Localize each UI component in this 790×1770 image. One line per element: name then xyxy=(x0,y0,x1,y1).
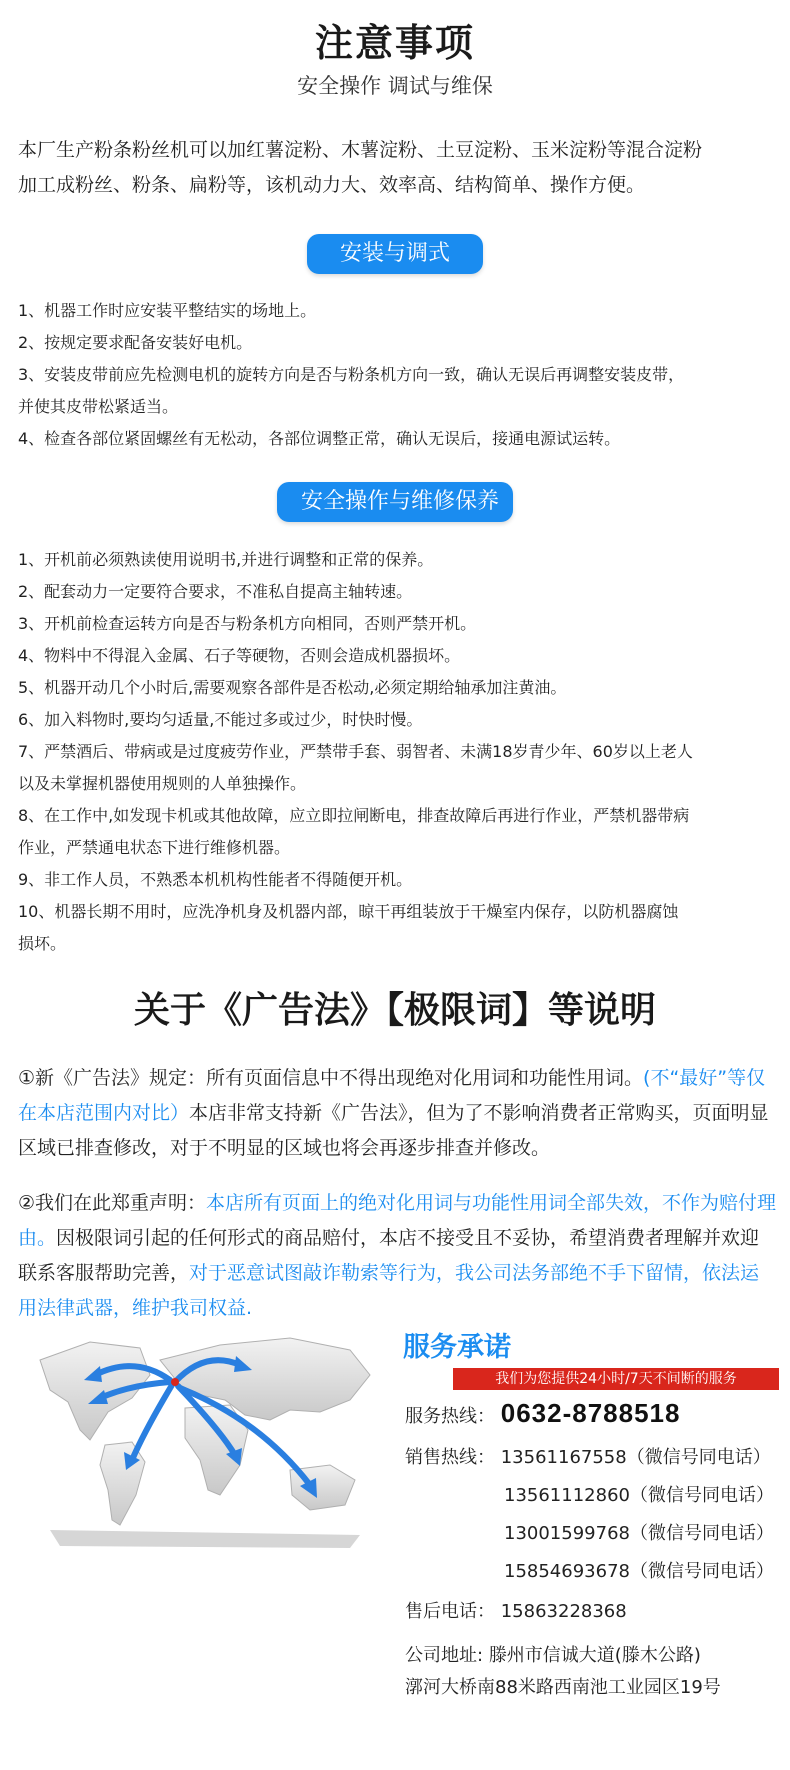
list-item: 1、开机前必须熟读使用说明书,并进行调整和正常的保养。 xyxy=(18,550,434,569)
hotline-value[interactable]: 0632-8788518 xyxy=(500,1398,681,1428)
sales-phone[interactable]: 13561112860（微信号同电话） xyxy=(504,1485,774,1506)
adlaw-text: ①新《广告法》规定：所有页面信息中不得出现绝对化用词和功能性用词。 xyxy=(18,1067,644,1089)
aftersale-label: 售后电话： xyxy=(405,1601,495,1622)
list-item: 7、严禁酒后、带病或是过度疲劳作业，严禁带手套、弱智者、未满18岁青少年、60岁以上老人 xyxy=(18,742,693,761)
list-item: 10、机器长期不用时，应洗净机身及机器内部，晾干再组装放于干燥室内保存，以防机器腐蚀 xyxy=(18,902,679,921)
list-item: 2、配套动力一定要符合要求，不准私自提高主轴转速。 xyxy=(18,582,413,601)
intro-line: 本厂生产粉条粉丝机可以加红薯淀粉、木薯淀粉、土豆淀粉、玉米淀粉等混合淀粉 xyxy=(18,139,703,161)
safety-heading-pill: 安全操作与维修保养 xyxy=(277,482,513,522)
list-item: 4、物料中不得混入金属、石子等硬物，否则会造成机器损坏。 xyxy=(18,646,461,665)
install-heading-pill: 安装与调式 xyxy=(307,234,483,274)
page-subtitle: 安全操作 调试与维保 xyxy=(297,74,493,98)
sales-phone[interactable]: 13561167558（微信号同电话） xyxy=(500,1447,771,1468)
list-item: 作业，严禁通电状态下进行维修机器。 xyxy=(18,838,291,857)
adlaw-title: 关于《广告法》【极限词】等说明 xyxy=(133,990,656,1031)
list-item: 2、按规定要求配备安装好电机。 xyxy=(18,333,253,352)
list-item: 9、非工作人员，不熟悉本机机构性能者不得随便开机。 xyxy=(18,870,413,889)
sales-label: 销售热线： xyxy=(405,1447,495,1468)
adlaw-text: 因极限词引起的任何形式的商品赔付，本店不接受且不妥协，希望消费者理解并欢迎联系客服帮助完善， xyxy=(18,1227,760,1284)
list-item: 3、开机前检查运转方向是否与粉条机方向相同，否则严禁开机。 xyxy=(18,614,477,633)
sales-row xyxy=(504,1557,774,1583)
address-row xyxy=(405,1641,701,1667)
aftersale-row xyxy=(405,1597,627,1623)
hotline-label: 服务热线： xyxy=(405,1406,495,1427)
adlaw-text: 本店非常支持新《广告法》，但为了不影响消费者正常购买，页面明显区域已排查修改，对于不明显的区域也将会再逐步排查并修改。 xyxy=(18,1102,769,1159)
list-item: 损坏。 xyxy=(18,934,67,953)
list-item: 4、检查各部位紧固螺丝有无松动，各部位调整正常，确认无误后，接通电源试运转。 xyxy=(18,429,621,448)
sales-row xyxy=(405,1443,771,1469)
intro-text xyxy=(18,133,778,203)
address-label: 公司地址: xyxy=(405,1645,484,1666)
list-item: 以及未掌握机器使用规则的人单独操作。 xyxy=(18,774,307,793)
page-title: 注意事项 xyxy=(314,21,475,65)
address-row xyxy=(405,1673,721,1699)
adlaw-text: ②我们在此郑重声明： xyxy=(18,1192,207,1214)
adlaw-paragraph-2 xyxy=(18,1186,778,1326)
sales-row xyxy=(504,1481,774,1507)
service-banner: 我们为您提供24小时/7天不间断的服务 xyxy=(453,1368,779,1390)
list-item: 1、机器工作时应安装平整结实的场地上。 xyxy=(18,301,317,320)
list-item: 并使其皮带松紧适当。 xyxy=(18,397,179,416)
adlaw-highlight: 本店所有页面上的绝对化用词与功能性用词全部失效，不作为赔付理由。 xyxy=(18,1192,777,1249)
aftersale-phone[interactable]: 15863228368 xyxy=(500,1601,627,1622)
sales-phone[interactable]: 13001599768（微信号同电话） xyxy=(504,1523,774,1544)
safety-list xyxy=(18,544,778,960)
install-list xyxy=(18,295,778,455)
adlaw-highlight: 对于恶意试图敲诈勒索等行为，我公司法务部绝不手下留情，依法运用法律武器，维护我司权益. xyxy=(18,1262,760,1319)
sales-row xyxy=(504,1519,774,1545)
address-line: 滕州市信诚大道(滕木公路) xyxy=(488,1645,701,1666)
adlaw-highlight: (不“最好”等仅在本店范围内对比） xyxy=(18,1067,766,1124)
adlaw-paragraph-1 xyxy=(18,1061,778,1166)
list-item: 8、在工作中,如发现卡机或其他故障，应立即拉闸断电，排查故障后再进行作业，严禁机器带病 xyxy=(18,806,690,825)
list-item: 3、安装皮带前应先检测电机的旋转方向是否与粉条机方向一致，确认无误后再调整安装皮带， xyxy=(18,365,685,384)
intro-line: 加工成粉丝、粉条、扁粉等，该机动力大、效率高、结构简单、操作方便。 xyxy=(18,174,646,196)
list-item: 6、加入料物时,要均匀适量,不能过多或过少，时快时慢。 xyxy=(18,710,423,729)
list-item: 5、机器开动几个小时后,需要观察各部件是否松动,必须定期给轴承加注黄油。 xyxy=(18,678,567,697)
sales-phone[interactable]: 15854693678（微信号同电话） xyxy=(504,1561,774,1582)
service-title: 服务承诺 xyxy=(403,1332,511,1363)
hotline-row xyxy=(405,1398,680,1429)
address-line: 漷河大桥南88米路西南池工业园区19号 xyxy=(405,1677,721,1698)
world-map-icon xyxy=(20,1320,390,1550)
